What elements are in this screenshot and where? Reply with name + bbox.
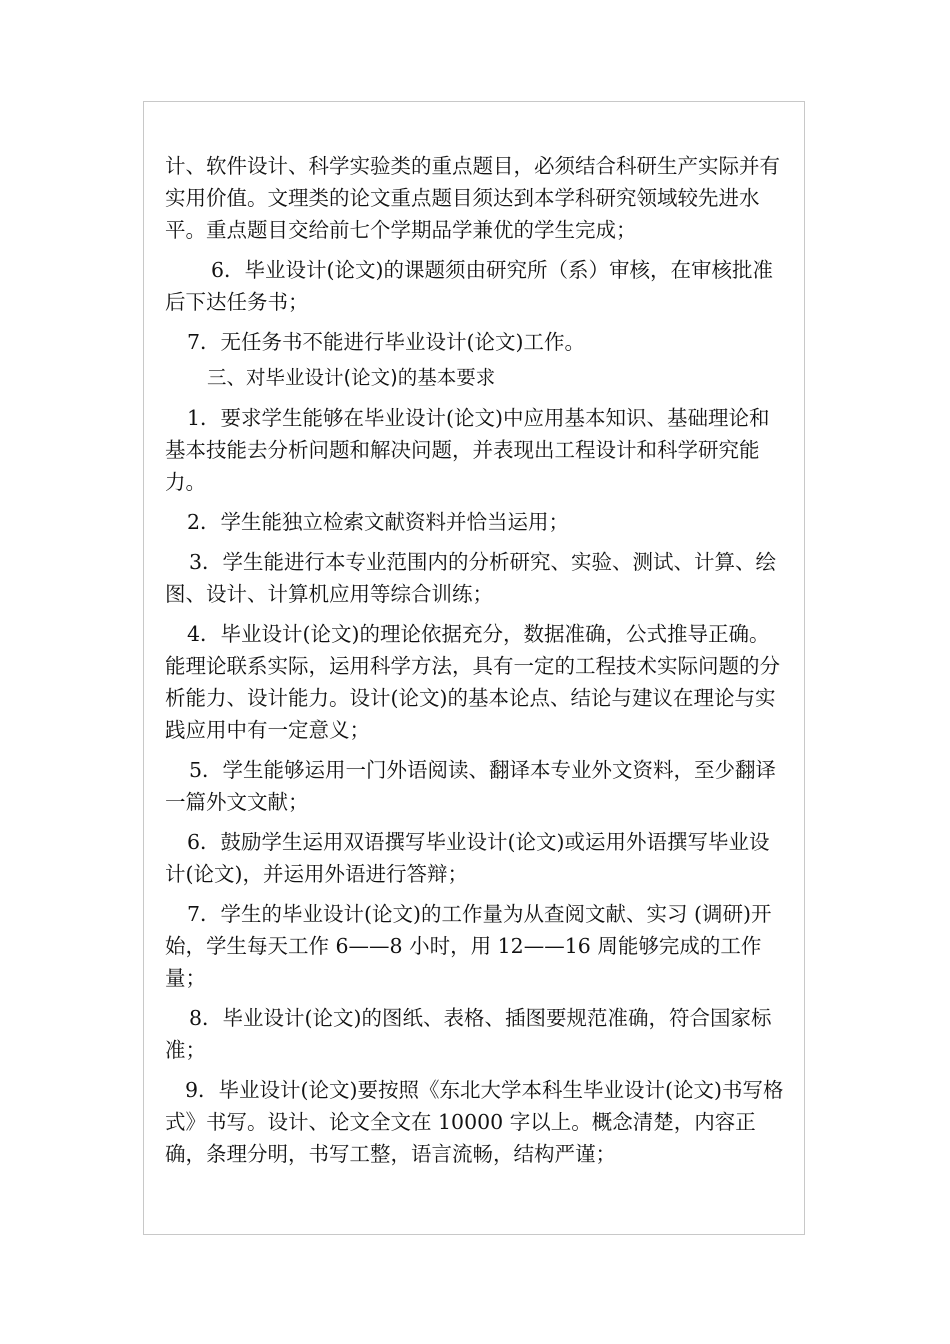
requirement-3: 3．学生能进行本专业范围内的分析研究、实验、测试、计算、绘图、设计、计算机应用等综合训练； (165, 550, 777, 606)
requirement-9: 9．毕业设计(论文)要按照《东北大学本科生毕业设计(论文)书写格式》书写。设计、论文全文在 10000 字以上。概念清楚，内容正确，条理分明，书写工整，语言流畅，结构严谨； (165, 1078, 784, 1166)
requirement-8: 8．毕业设计(论文)的图纸、表格、插图要规范准确，符合国家标准； (165, 1006, 772, 1062)
requirement-2: 2．学生能独立检索文献资料并恰当运用； (187, 510, 570, 534)
requirement-1: 1．要求学生能够在毕业设计(论文)中应用基本知识、基础理论和基本技能去分析问题和解决问题，并表现出工程设计和科学研究能力。 (165, 406, 770, 494)
requirement-7: 7．学生的毕业设计(论文)的工作量为从查阅文献、实习 (调研)开始，学生每天工作 6——8 小时，用 12——16 周能够完成的工作量； (165, 902, 772, 990)
paragraph-continuation: 计、软件设计、科学实验类的重点题目，必须结合科研生产实际并有实用价值。文理类的论文重点题目须达到本学科研究领域较先进水平。重点题目交给前七个学期品学兼优的学生完成； (165, 154, 780, 242)
section-heading: 三、对毕业设计(论文)的基本要求 (207, 366, 496, 389)
requirement-6: 6．鼓励学生运用双语撰写毕业设计(论文)或运用外语撰写毕业设计(论文)，并运用外语进行答辩； (165, 830, 770, 886)
paragraph-item-7: 7．无任务书不能进行毕业设计(论文)工作。 (187, 330, 586, 354)
paragraph-item-6: 6．毕业设计(论文)的课题须由研究所（系）审核，在审核批准后下达任务书； (165, 258, 774, 314)
requirement-5: 5．学生能够运用一门外语阅读、翻译本专业外文资料，至少翻译一篇外文文献； (165, 758, 777, 814)
document-body (165, 150, 785, 1170)
requirement-4: 4．毕业设计(论文)的理论依据充分，数据准确，公式推导正确。能理论联系实际，运用科学方法，具有一定的工程技术实际问题的分析能力、设计能力。设计(论文)的基本论点、结论与建议在理论与实践应用中有一定意义； (165, 622, 780, 742)
